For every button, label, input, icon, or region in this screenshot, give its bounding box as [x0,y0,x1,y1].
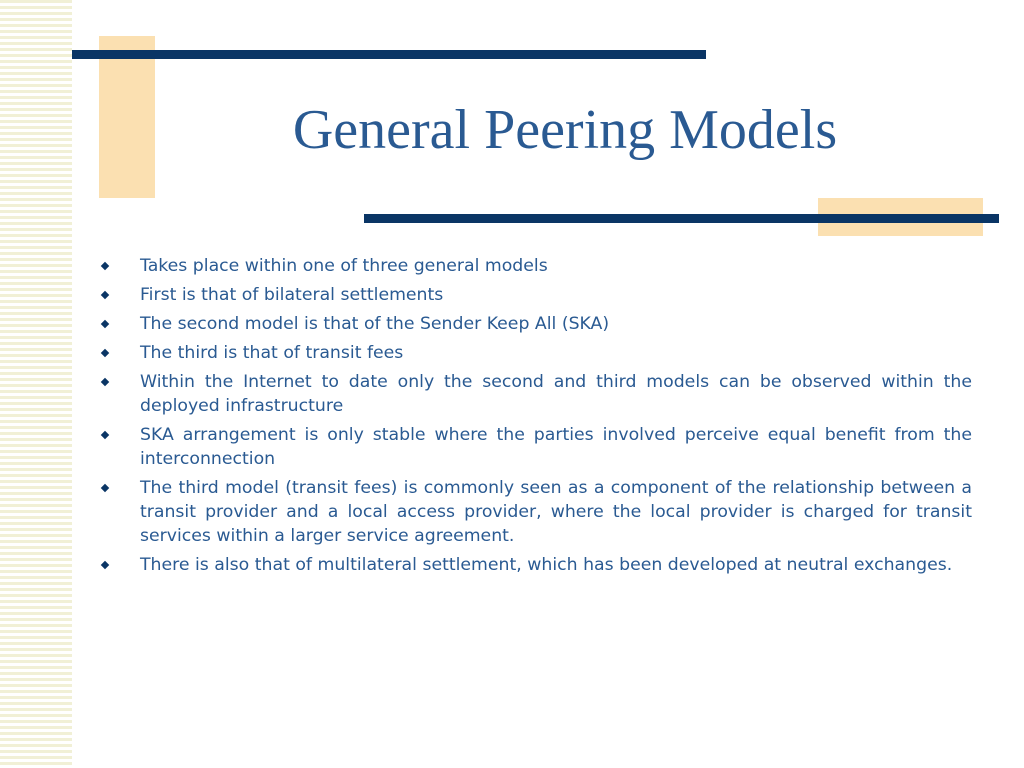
bullet-item: Takes place within one of three general models [100,254,972,278]
title-rule-top [72,50,706,59]
accent-block-top [99,36,155,198]
bullet-item: The third is that of transit fees [100,341,972,365]
bullet-item: Within the Internet to date only the second and third models can be observed within the deployed infrastructure [100,370,972,418]
bullet-item: First is that of bilateral settlements [100,283,972,307]
bullet-item: The third model (transit fees) is commonly seen as a component of the relationship between a transit provider and a local access provider, where the local provider is charged for transit services within a larger service agreement. [100,476,972,548]
bullet-item: The second model is that of the Sender Keep All (SKA) [100,312,972,336]
slide-title: General Peering Models [292,99,838,161]
bullet-list [100,254,972,582]
bullet-item: SKA arrangement is only stable where the parties involved perceive equal benefit from the interconnection [100,423,972,471]
bullet-item: There is also that of multilateral settlement, which has been developed at neutral exchanges. [100,553,972,577]
left-stripe-decoration [0,0,72,768]
title-rule-bottom [364,214,999,223]
